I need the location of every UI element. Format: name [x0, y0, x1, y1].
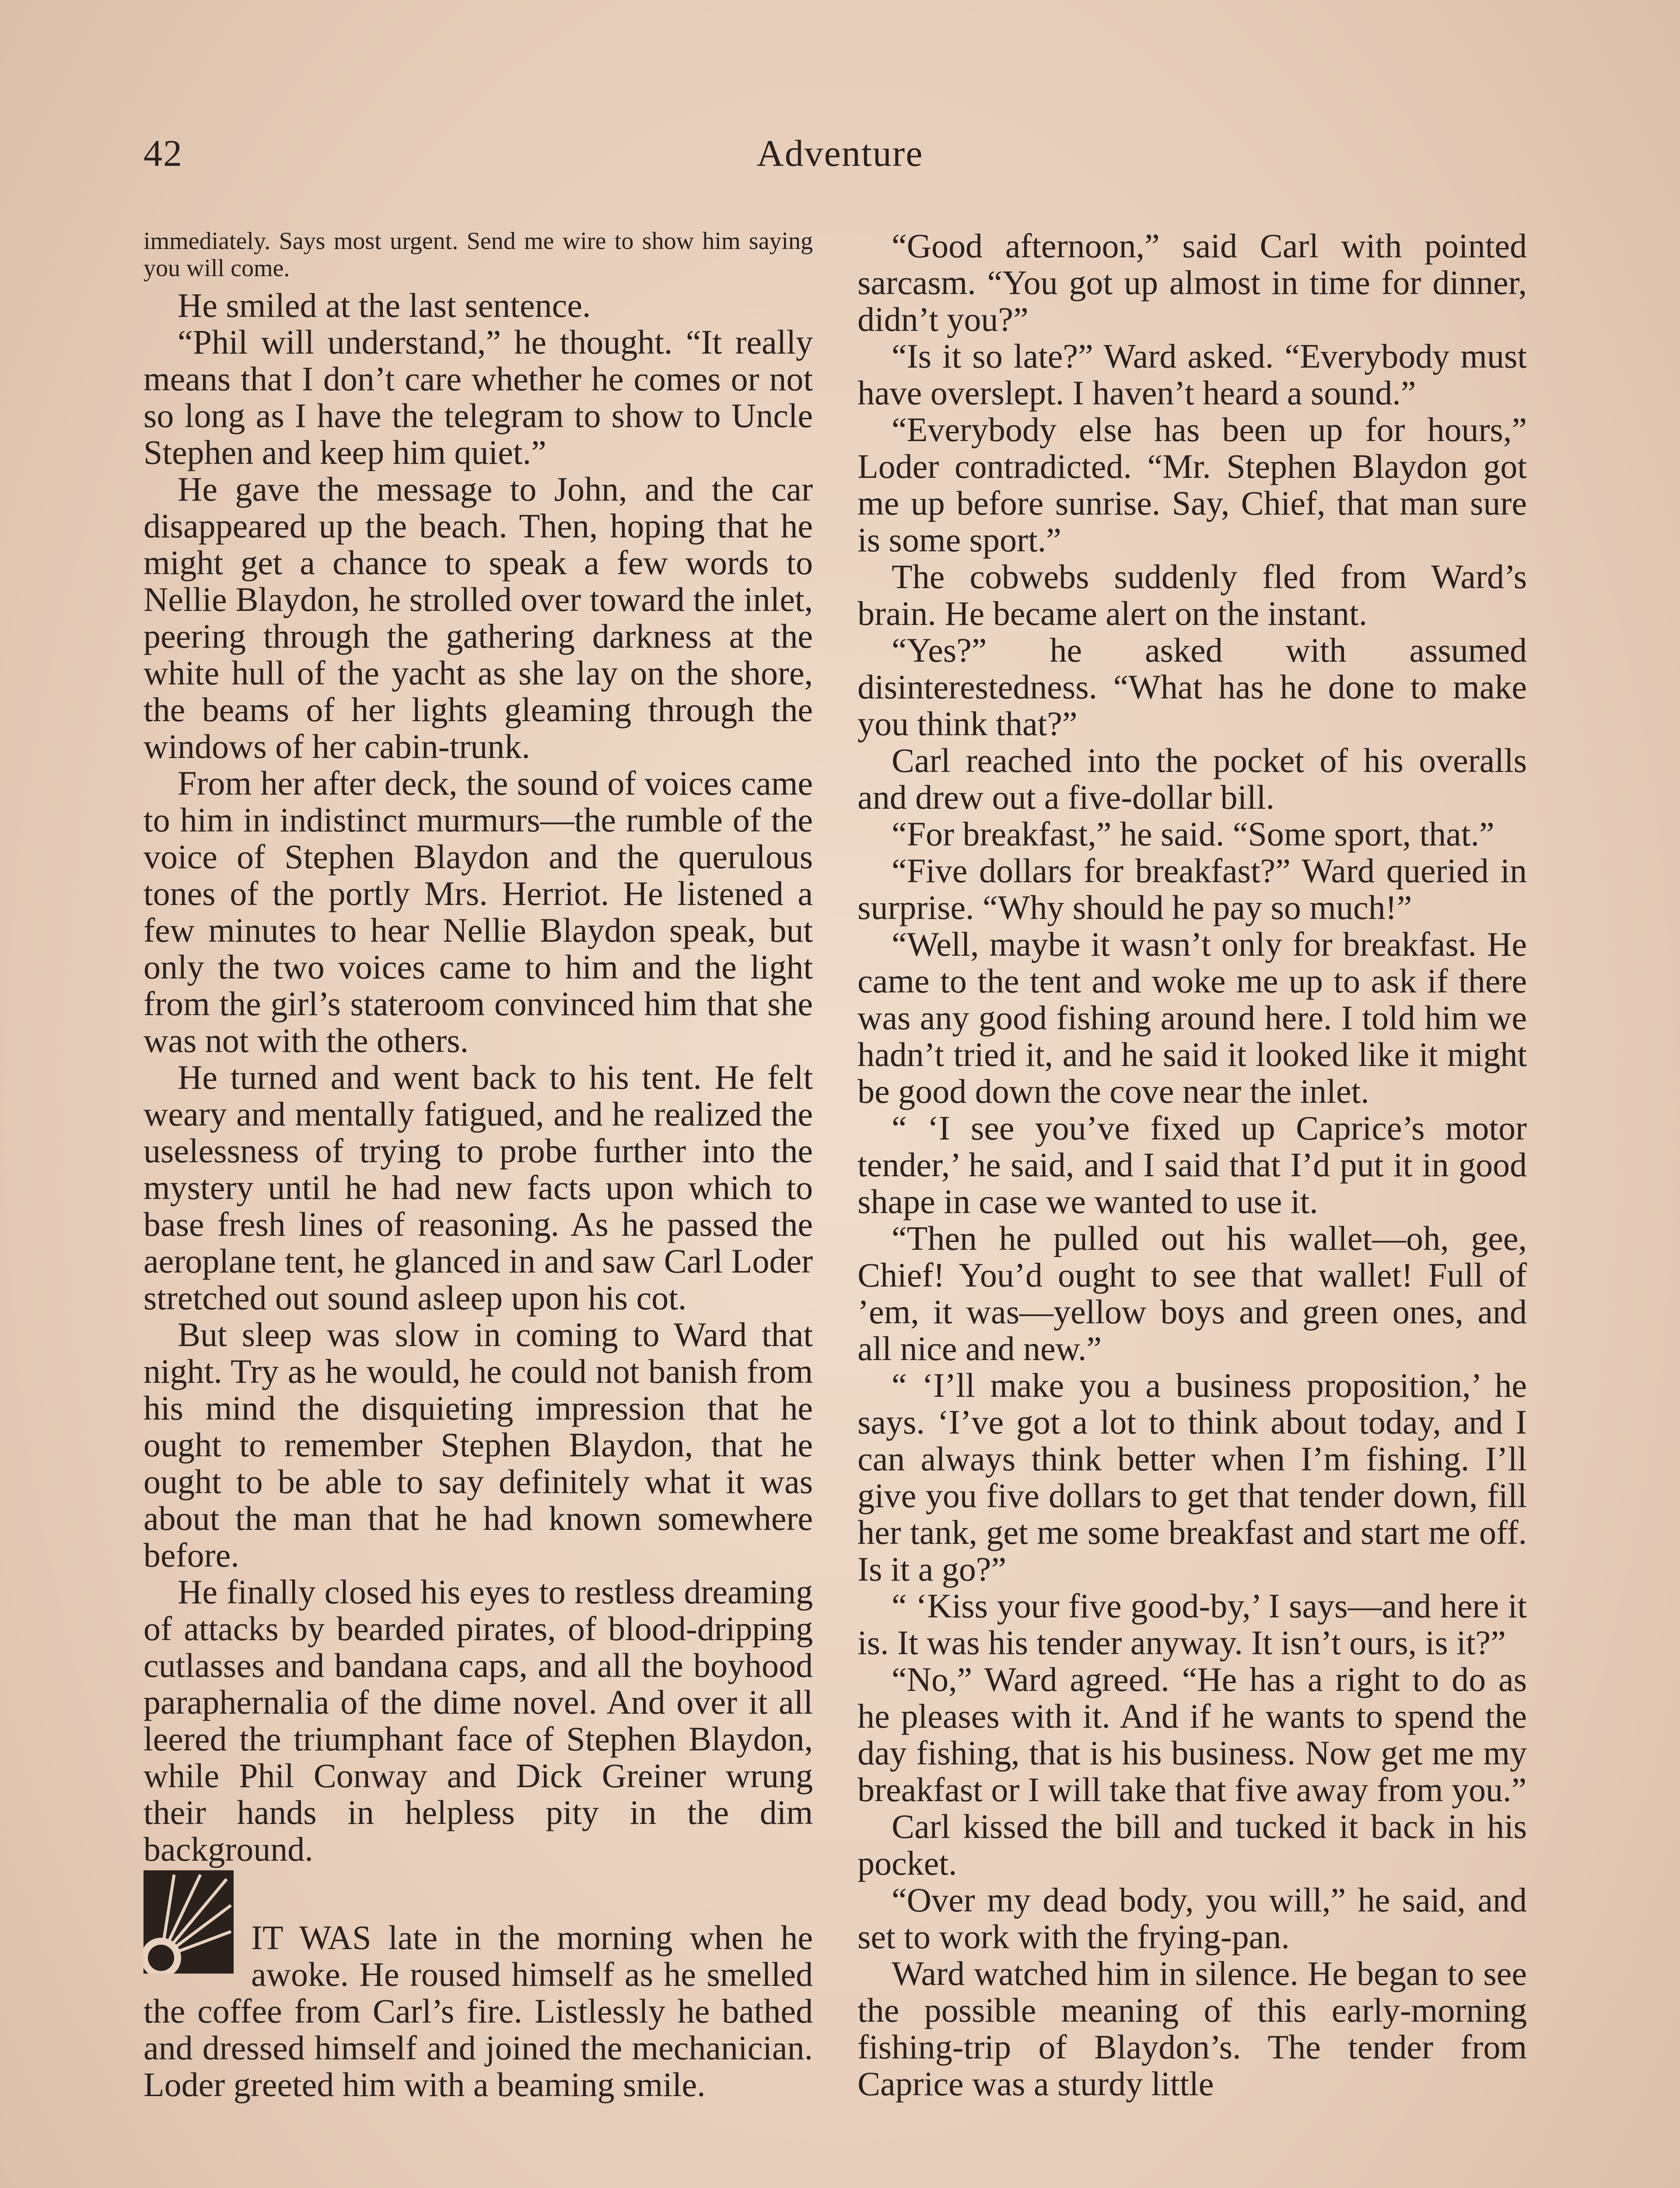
paragraph: “Is it so late?” Ward asked. “Everybody must have overslept. I haven’t heard a sound.” [858, 337, 1527, 412]
page-number: 42 [144, 132, 183, 174]
running-head-title: Adventure [756, 132, 924, 174]
paragraph: “Five dollars for breakfast?” Ward queried in surprise. “Why should he pay so much!” [858, 852, 1527, 926]
right-column [858, 228, 1527, 2102]
paragraph: “Phil will understand,” he thought. “It really means that I don’t care whether he comes or not so long as I have the telegram to show to Uncle Stephen and keep him quiet.” [144, 323, 813, 471]
paragraph: “Good afternoon,” said Carl with pointed sarcasm. “You got up almost in time for dinner, didn’t you?” [858, 227, 1527, 338]
paragraph: He finally closed his eyes to restless dreaming of attacks by bearded pirates, of blood-dripping cutlasses and bandana caps, and all the boyhood paraphernalia of the dime novel. And over it all leered the triumphant face of Stephen Blaydon, while Phil Conway and Dick Greiner wrung their hands in helpless pity in the dim background. [144, 1573, 813, 1868]
paragraph: “Over my dead body, you will,” he said, and set to work with the frying-pan. [858, 1881, 1527, 1956]
paragraph: From her after deck, the sound of voices came to him in indistinct murmurs—the rumble of the voice of Stephen Blaydon and the querulous tones of the portly Mrs. Herriot. He listened a few minutes to hear Nellie Blaydon speak, but only the two voices came to him and the light from the girl’s stateroom convinced him that she was not with the others. [144, 764, 813, 1059]
left-column [144, 228, 813, 2103]
paragraph: “Then he pulled out his wallet—oh, gee, Chief! You’d ought to see that wallet! Full of ’em, it was—yellow boys and green ones, and all nice and new.” [858, 1219, 1527, 1368]
paragraph: He gave the message to John, and the car disappeared up the beach. Then, hoping that he might get a chance to speak a few words to Nellie Blaydon, he strolled over toward the inlet, peering through the gathering darkness at the white hull of the yacht as she lay on the shore, the beams of her lights gleaming through the windows of her cabin-trunk. [144, 470, 813, 765]
paragraph: But sleep was slow in coming to Ward that night. Try as he would, he could not banish from his mind the disquieting impression that he ought to remember Stephen Blaydon, that he ought to be able to say definitely what it was about the man that he had known somewhere before. [144, 1315, 813, 1574]
paragraph: “For breakfast,” he said. “Some sport, that.” [892, 815, 1494, 853]
paragraph: Ward watched him in silence. He began to see the possible meaning of this early-morning fishing-trip of Blaydon’s. The tender from Caprice was a sturdy little [858, 1954, 1527, 2103]
sunrise-ornament-icon [144, 1870, 234, 1974]
paragraph: “ ‘I see you’ve fixed up Caprice’s motor tender,’ he said, and I said that I’d put it in good shape in case we wanted to use it. [858, 1109, 1527, 1220]
paragraph: The cobwebs suddenly fled from Ward’s brain. He became alert on the instant. [858, 558, 1527, 632]
paragraph: “No,” Ward agreed. “He has a right to do as he pleases with it. And if he wants to spend the day fishing, that is his business. Now get me my breakfast or I will take that five away from you.” [858, 1660, 1527, 1809]
paragraph: “Well, maybe it wasn’t only for breakfast. He came to the tent and woke me up to ask if there was any good fishing around here. I told him we hadn’t tried it, and he said it looked like it might be good down the cove near the inlet. [858, 925, 1527, 1110]
paragraph: “ ‘Kiss your five good-by,’ I says—and here it is. It was his tender anyway. It isn’t ours, is it?” [858, 1587, 1527, 1662]
paragraph: IT WAS late in the morning when he awoke. He roused himself as he smelled the coffee from Carl’s fire. Listlessly he bathed and dressed himself and joined the mechanician. Loder greeted him with a beaming smile. [144, 1918, 813, 2104]
paragraph: Carl reached into the pocket of his overalls and drew out a five-dollar bill. [858, 741, 1527, 816]
paragraph: He smiled at the last sentence. [178, 286, 591, 324]
paragraph: Carl kissed the bill and tucked it back in his pocket. [858, 1807, 1527, 1882]
paragraph: He turned and went back to his tent. He felt weary and mentally fatigued, and he realized the uselessness of trying to probe further into the mystery until he had new facts upon which to base fresh lines of reasoning. As he passed the aeroplane tent, he glanced in and saw Carl Loder stretched out sound asleep upon his cot. [144, 1058, 813, 1317]
telegram-text: immediately. Says most urgent. Send me wire to show him saying you will come. [144, 228, 813, 282]
paragraph: “Everybody else has been up for hours,” Loder contradicted. “Mr. Stephen Blaydon got me up before sunrise. Say, Chief, that man sure is some sport.” [858, 410, 1527, 559]
paragraph: “ ‘I’ll make you a business proposition,’ he says. ‘I’ve got a lot to think about today, and I can always think better when I’m fishing. I’ll give you five dollars to get that tender down, fill her tank, get me some breakfast and start me off. Is it a go?” [858, 1366, 1527, 1588]
paragraph: “Yes?” he asked with assumed disinterestedness. “What has he done to make you think that?” [858, 631, 1527, 743]
